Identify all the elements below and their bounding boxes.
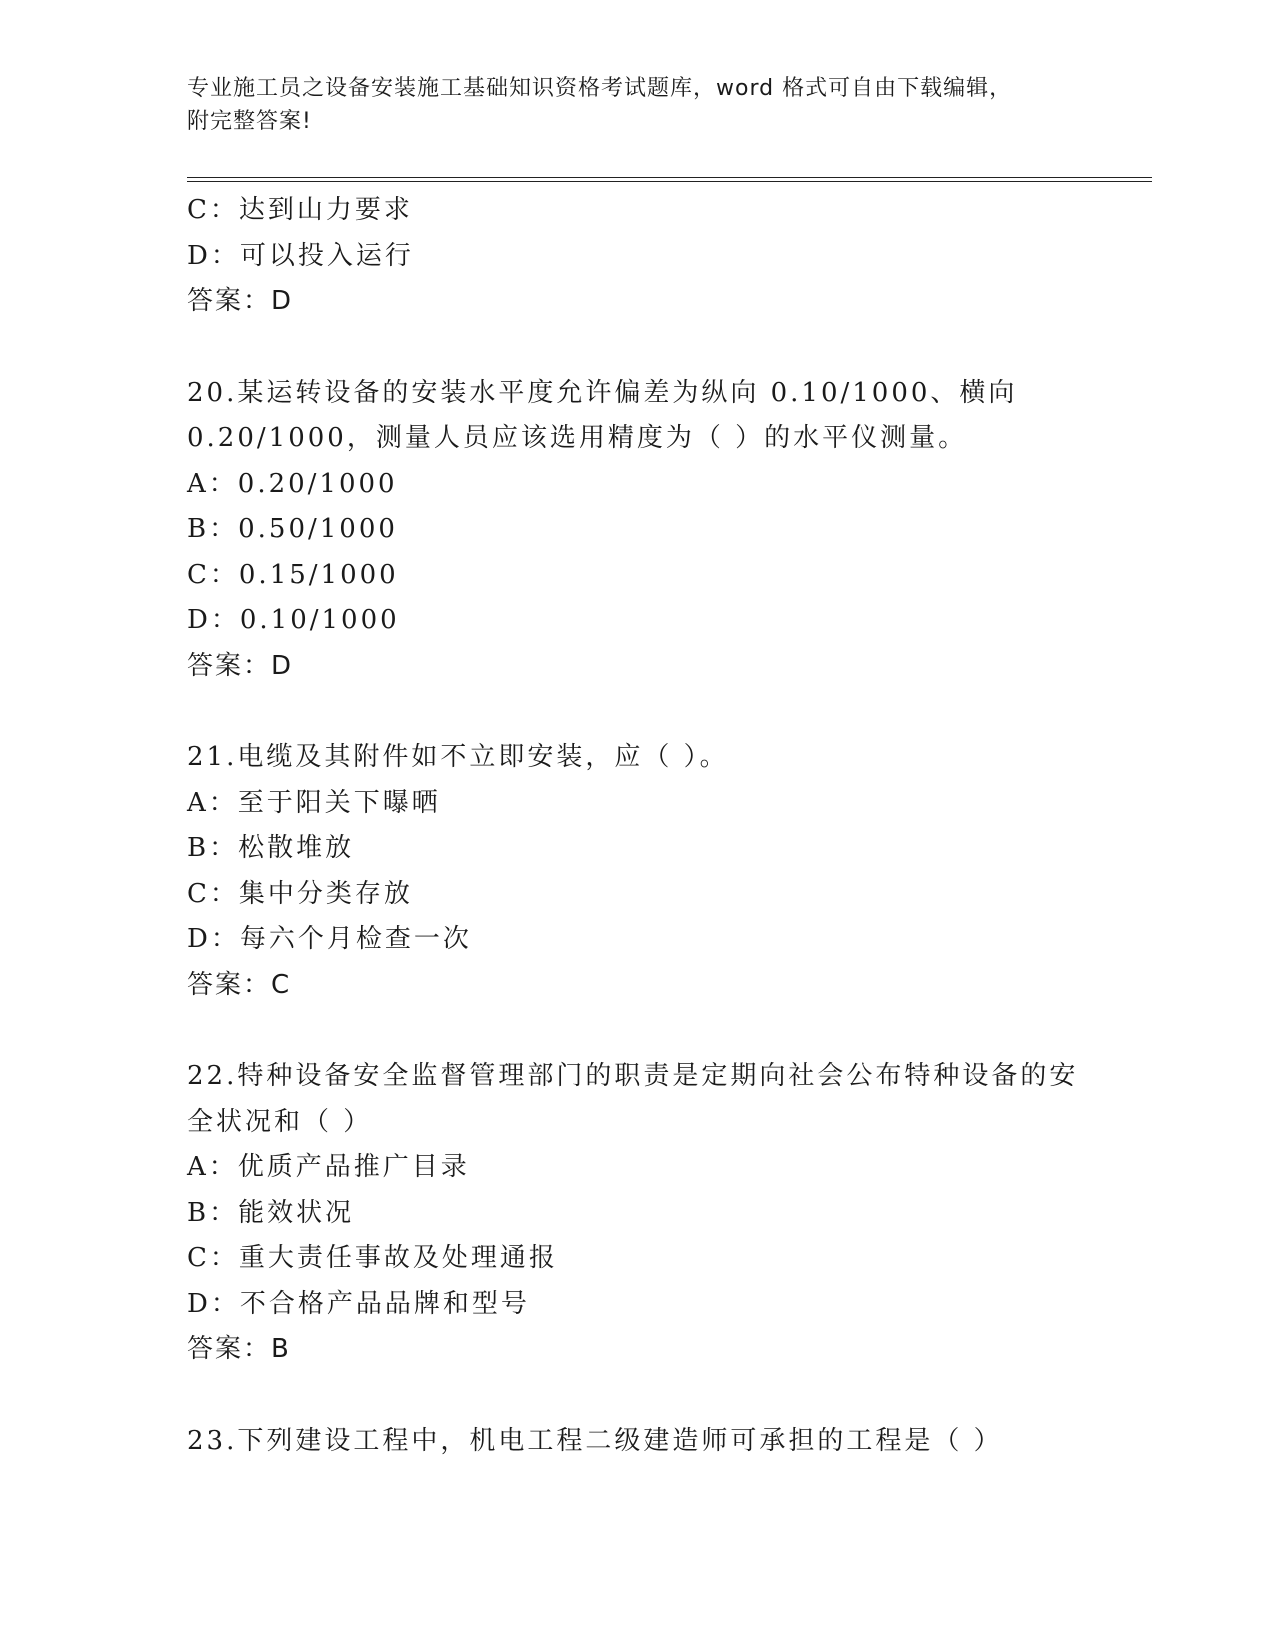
option-b: B：能效状况 [187,1197,355,1228]
option-d: D：每六个月检查一次 [187,924,472,954]
question-stem-line-1: 22.特种设备安全监督管理部门的职责是定期向社会公布特种设备的安 [187,1061,1079,1091]
question-23 [187,1419,1147,1465]
page-header [187,72,1087,138]
header-line-1: 专业施工员之设备安装施工基础知识资格考试题库，word 格式可自由下载编辑， [187,76,1013,101]
option-d: D：不合格产品品牌和型号 [187,1288,530,1319]
answer-value: B [271,1334,290,1364]
answer-label: 答案： [187,969,272,1000]
header-line-2: 附完整答案! [187,109,312,134]
option-d: D：可以投入运行 [187,240,414,271]
question-21 [187,735,1147,1008]
answer-label: 答案： [187,650,272,681]
question-stem-line-1: 21.电缆及其附件如不立即安装，应（ ）。 [187,742,729,772]
question-22 [187,1054,1147,1373]
question-stem-line-2: 0.20/1000，测量人员应该选用精度为（ ）的水平仪测量。 [187,423,968,453]
answer-line [187,644,1147,690]
answer-line [187,1327,1147,1373]
answer-label: 答案： [187,1334,272,1364]
answer-value: D [271,650,293,681]
question-stem-line-1: 20.某运转设备的安装水平度允许偏差为纵向 0.10/1000、横向 [187,377,1018,408]
option-a: A：优质产品推广目录 [187,1152,470,1182]
question-stem-line-2: 全状况和（ ） [187,1106,373,1137]
answer-label: 答案： [187,286,272,316]
option-b: B：松散堆放 [187,833,355,863]
option-a: A：0.20/1000 [187,468,398,499]
option-c: C：0.15/1000 [187,559,399,590]
option-b: B：0.50/1000 [187,514,398,544]
question-20 [187,371,1147,690]
option-c: C：集中分类存放 [187,878,413,909]
option-c: C：重大责任事故及处理通报 [187,1243,558,1273]
header-divider [187,177,1152,182]
answer-line [187,279,1147,325]
question-stem-line-1: 23.下列建设工程中，机电工程二级建造师可承担的工程是（ ） [187,1425,1003,1456]
option-d: D：0.10/1000 [187,605,400,635]
option-c: C：达到山力要求 [187,195,413,225]
question-19 [187,188,1147,325]
question-list [187,188,1147,1464]
answer-value: D [271,286,293,316]
option-a: A：至于阳关下曝晒 [187,787,441,818]
answer-line [187,963,1147,1009]
answer-value: C [271,969,291,1000]
